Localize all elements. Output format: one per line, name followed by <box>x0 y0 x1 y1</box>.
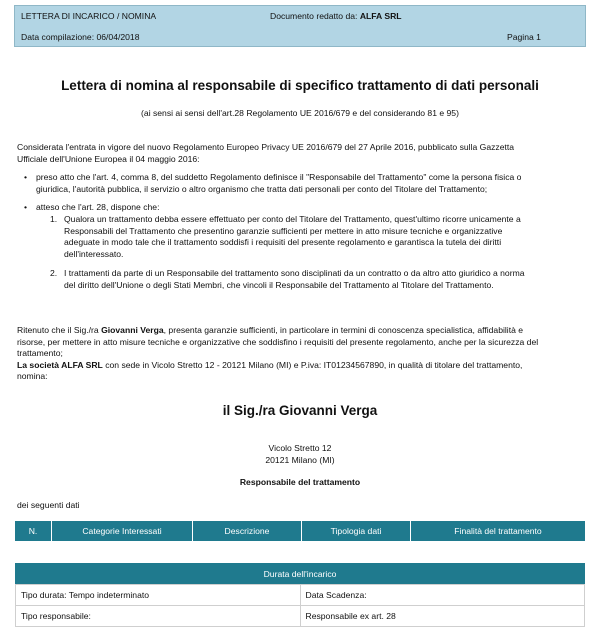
bullet-line: giuridica, l'autorità pubblica, il servizio o altro organismo che tratta dati personali per conto del Titolare del Trattamento; <box>36 183 488 194</box>
text-run: con sede in Vicolo Stretto 12 - 20121 Milano (MI) e P.iva: IT01234567890, in qualità di titolare del trattamento, <box>102 359 523 370</box>
bullet-line: • preso atto che l'art. 4, comma 8, del suddetto Regolamento definisce il "Responsabile del Trattamento" come la persona fisica o <box>36 172 522 182</box>
table-row <box>16 585 585 606</box>
col-header: N. <box>15 521 52 541</box>
duration-title: Durata dell'incarico <box>16 564 585 585</box>
data-table <box>15 521 585 541</box>
col-header: Tipologia dati <box>302 521 411 541</box>
col-header: Finalità del trattamento <box>411 521 586 541</box>
author-line <box>270 11 402 21</box>
duration-type: Tipo durata: Tempo indeterminato <box>16 585 301 606</box>
col-header: Categorie Interessati <box>52 521 193 541</box>
duration-table <box>15 563 585 627</box>
company-name: ALFA SRL <box>61 359 103 370</box>
ritenuto-paragraph <box>17 325 583 383</box>
bullet-item <box>36 202 581 214</box>
author-label: Documento redatto da: <box>270 11 358 21</box>
numbered-item <box>50 268 582 291</box>
table-header-row <box>16 564 585 585</box>
item-line: I trattamenti da parte di un Responsabile del trattamento sono disciplinati da un contratto o da altro atto giuridico a norma <box>64 268 525 278</box>
numbered-item <box>50 214 582 260</box>
text-run: Ritenuto che il Sig./ra <box>17 325 102 335</box>
ritenuto-line: nomina: <box>17 371 48 381</box>
intro-line: Considerata l'entrata in vigore del nuovo Regolamento Europeo Privacy UE 2016/679 del 27 Aprile 2016, pubblicato sulla Gazzetta <box>17 142 515 152</box>
text-run: La società <box>17 359 62 370</box>
item-line: dell'interessato. <box>64 248 124 259</box>
responsible-type: Tipo responsabile: <box>16 606 301 627</box>
ritenuto-line: trattamento; <box>17 348 63 358</box>
document-title: Lettera di nomina al responsabile di specifico trattamento di dati personali <box>61 78 539 93</box>
dati-label: dei seguenti dati <box>17 500 80 510</box>
address-street: Vicolo Stretto 12 <box>268 443 332 453</box>
compile-date: Data compilazione: 06/04/2018 <box>21 32 140 42</box>
bullet-item <box>36 172 581 195</box>
text-run: , presenta garanzie sufficienti, in particolare in termini di conoscenza specialistica, affidabilità e <box>163 325 524 335</box>
doc-type: LETTERA DI INCARICO / NOMINA <box>21 11 157 21</box>
document-header <box>14 5 586 47</box>
col-header: Descrizione <box>193 521 302 541</box>
author-name: ALFA SRL <box>359 11 402 21</box>
ritenuto-line <box>17 360 583 372</box>
item-line: Qualora un trattamento debba essere effettuato per conto del Titolare del Trattamento, quest'ultimo ricorre unicamente a <box>64 214 521 224</box>
item-number: 2. <box>50 268 58 278</box>
table-header-row <box>15 521 585 541</box>
item-line: adeguate in modo tale che il trattamento soddisfi i requisiti del presente regolamento e garantisca la tutela dei diritti <box>64 237 502 247</box>
appointee-name: il Sig./ra Giovanni Verga <box>222 403 378 418</box>
responsible-article: Responsabile ex art. 28 <box>300 606 585 627</box>
item-line: Responsabili del Trattamento che presentino garanzie sufficienti per mettere in atto misure tecniche e organizzative <box>64 225 503 236</box>
intro-paragraph <box>17 142 583 165</box>
page-number: Pagina 1 <box>507 32 541 42</box>
ritenuto-line <box>17 325 583 337</box>
address-city: 20121 Milano (MI) <box>265 455 335 465</box>
role-title: Responsabile del trattamento <box>239 477 361 487</box>
expiry-date: Data Scadenza: <box>300 585 585 606</box>
item-line: del diritto dell'Unione o degli Stati Membri, che vincoli il Responsabile del Trattamento al Titolare del Trattamento. <box>64 279 494 290</box>
person-name: Giovanni Verga <box>101 325 164 335</box>
item-number: 1. <box>50 214 58 224</box>
table-row <box>16 606 585 627</box>
bullet-line: • atteso che l'art. 28, dispone che: <box>36 202 160 212</box>
ritenuto-line: risorse, per mettere in atto misure tecniche e organizzative che soddisfino i requisiti del presente regolamento, anche per la sicurezza del <box>17 336 539 347</box>
intro-line: Ufficiale dell'Unione Europea il 04 maggio 2016: <box>17 153 200 164</box>
document-subtitle: (ai sensi ai sensi dell'art.28 Regolamento UE 2016/679 e del considerando 81 e 95) <box>141 108 459 118</box>
